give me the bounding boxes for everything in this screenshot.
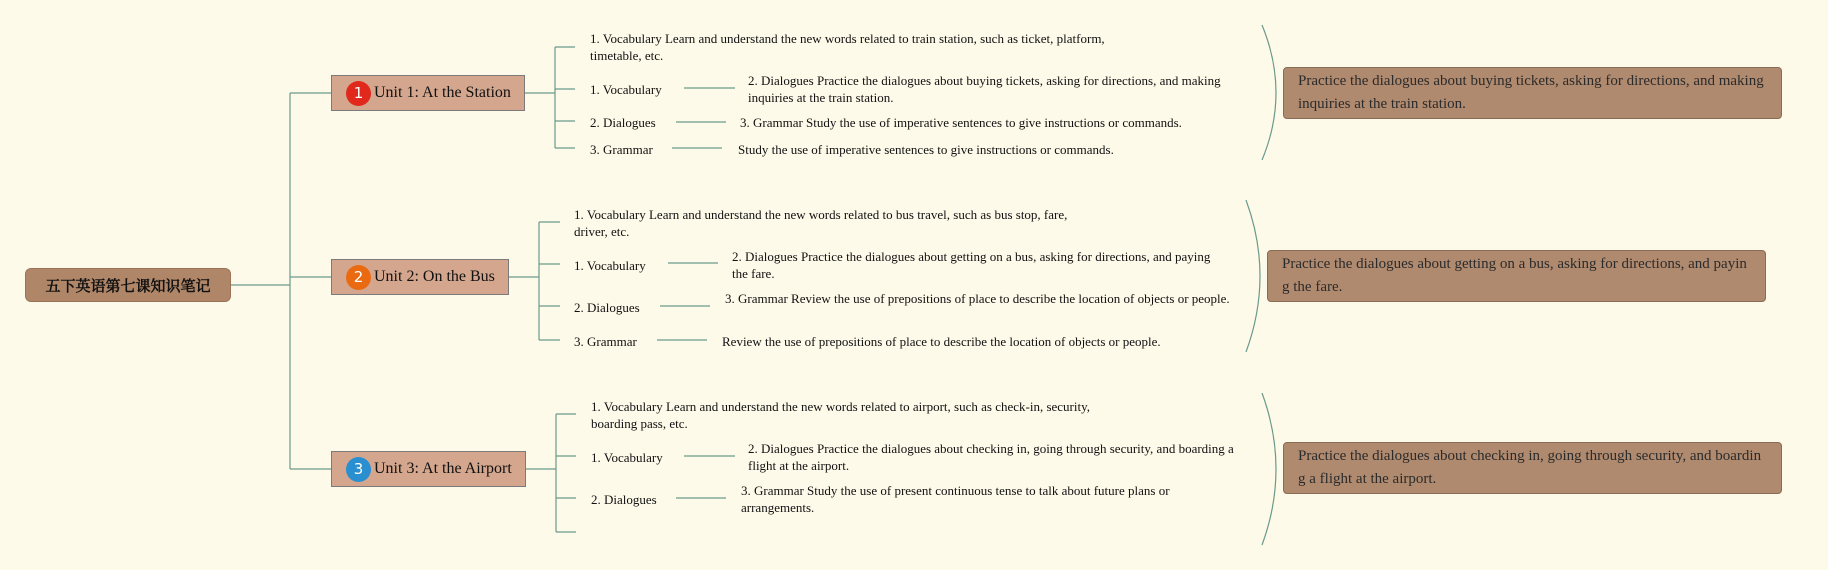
unit-1-grammar-item[interactable]: 3. Grammar	[590, 142, 653, 157]
unit-2-topic[interactable]	[331, 259, 509, 295]
unit-3-dialogues-detail[interactable]: 2. Dialogues Practice the dialogues about checking in, going through security, and boarding a flight at the airport.	[748, 441, 1234, 473]
unit-2-vocabulary-item[interactable]: 1. Vocabulary	[574, 258, 646, 273]
number-1-badge-icon: 1	[346, 81, 371, 106]
root-topic[interactable]: 五下英语第七课知识笔记	[25, 268, 231, 302]
unit-3-topic[interactable]	[331, 451, 526, 487]
unit-2-vocabulary-note[interactable]: 1. Vocabulary Learn and understand the new words related to bus travel, such as bus stop, fare, driver, etc.	[574, 207, 1068, 239]
unit-1-vocabulary-item[interactable]: 1. Vocabulary	[590, 82, 662, 97]
unit-1-title: Unit 1: At the Station	[374, 84, 511, 101]
unit-2-grammar-item[interactable]: 3. Grammar	[574, 334, 637, 349]
unit-2-grammar-detail[interactable]: 3. Grammar Review the use of prepositions of place to describe the location of objects or people.	[725, 291, 1230, 306]
unit-1-grammar-note[interactable]: Study the use of imperative sentences to give instructions or commands.	[738, 142, 1114, 157]
unit-2-summary[interactable]: Practice the dialogues about getting on a bus, asking for directions, and paying the fare.	[1267, 250, 1766, 302]
unit-1-grammar-detail[interactable]: 3. Grammar Study the use of imperative sentences to give instructions or commands.	[740, 115, 1182, 130]
unit-2-dialogues-item[interactable]: 2. Dialogues	[574, 300, 640, 315]
unit-3-vocabulary-note[interactable]: 1. Vocabulary Learn and understand the new words related to airport, such as check-in, security, boarding pass, etc.	[591, 399, 1091, 431]
unit-3-dialogues-item[interactable]: 2. Dialogues	[591, 492, 657, 507]
unit-3-grammar-detail[interactable]: 3. Grammar Study the use of present continuous tense to talk about future plans or arrangements.	[741, 483, 1170, 515]
unit-2-title: Unit 2: On the Bus	[374, 268, 495, 285]
unit-2-dialogues-detail[interactable]: 2. Dialogues Practice the dialogues about getting on a bus, asking for directions, and paying the fare.	[732, 249, 1211, 281]
unit-3-summary[interactable]: Practice the dialogues about checking in, going through security, and boarding a flight at the airport.	[1283, 442, 1782, 494]
unit-1-summary[interactable]: Practice the dialogues about buying tickets, asking for directions, and making inquiries at the train station.	[1283, 67, 1782, 119]
number-3-badge-icon: 3	[346, 457, 371, 482]
unit-1-dialogues-item[interactable]: 2. Dialogues	[590, 115, 656, 130]
unit-1-dialogues-detail[interactable]: 2. Dialogues Practice the dialogues about buying tickets, asking for directions, and making inquiries at the train station.	[748, 73, 1221, 105]
number-2-badge-icon: 2	[346, 265, 371, 290]
unit-1-topic[interactable]	[331, 75, 525, 111]
unit-2-grammar-note[interactable]: Review the use of prepositions of place to describe the location of objects or people.	[722, 334, 1161, 349]
unit-3-vocabulary-item[interactable]: 1. Vocabulary	[591, 450, 663, 465]
unit-1-vocabulary-note[interactable]: 1. Vocabulary Learn and understand the new words related to train station, such as ticket, platform, timetable, etc.	[590, 31, 1105, 63]
unit-3-title: Unit 3: At the Airport	[374, 460, 512, 477]
